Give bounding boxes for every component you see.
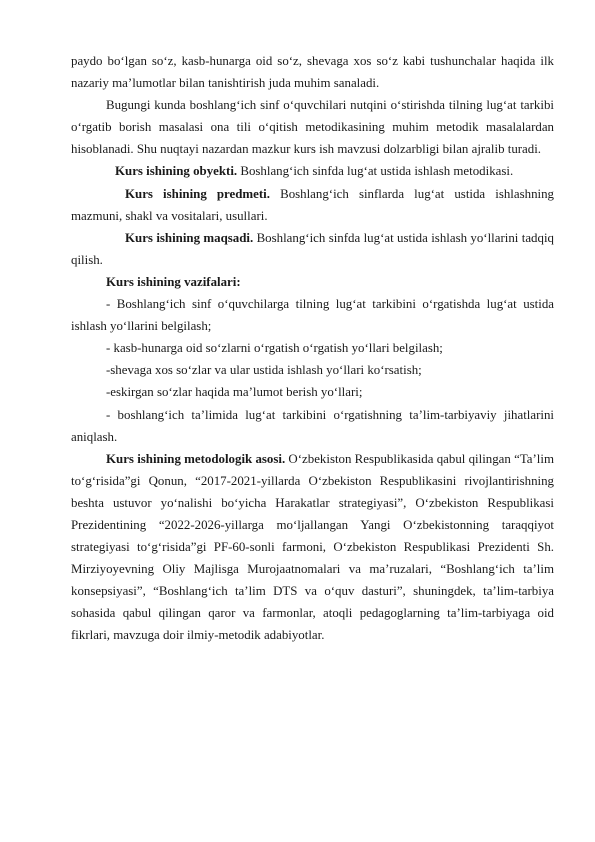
task-item-1: - Boshlang‘ich sinf o‘quvchilarga tilning lug‘at tarkibini o‘rgatishda lug‘at ustida ishlash yo‘llarini belgilash; <box>71 297 554 334</box>
task-item-4: -eskirgan so‘zlar haqida ma’lumot berish yo‘llari; <box>106 385 363 400</box>
intro-paragraph: paydo bo‘lgan so‘z, kasb-hunarga oid so‘z, shevaga xos so‘z kabi tushunchalar haqida ilk nazariy ma’lumotlar bilan tanishtirish juda muhim sanaladi. <box>71 54 554 91</box>
object-label: Kurs ishining obyekti. <box>115 164 238 179</box>
relevance-paragraph: Bugungi kunda boshlang‘ich sinf o‘quvchilari nutqini o‘stirishda tilning lug‘at tarkibi o‘rgatib borish masalasi ona tili o‘qitish metodikasining muhim metodik masalalardan hisoblanadi. Shu nuqtayi nazardan mazkur kurs ish mavzusi dolzarbligi bilan ajralib turadi. <box>71 98 554 157</box>
task-item-2: - kasb-hunarga oid so‘zlarni o‘rgatish o‘rgatish yo‘llari belgilash; <box>106 341 443 356</box>
task-item-5: - boshlang‘ich ta’limida lug‘at tarkibini o‘rgatishning ta’lim-tarbiyaviy jihatlarini aniqlash. <box>71 407 554 444</box>
document-page <box>71 50 554 647</box>
methodology-text: O‘zbekiston Respublikasida qabul qilingan “Ta’lim to‘g‘risida”gi Qonun, “2017-2021-yillarda O‘zbekiston Respublikasini rivojlantirishning beshta ustuvor yo‘nalishi bo‘yicha Harakatlar strategiyasi”, O‘zbekiston Respublikasi Prezidentining “2022-2026-yillarga mo‘ljallangan Yangi O‘zbekistonning taraqqiyot strategiyasi to‘g‘risida”gi PF-60-sonli farmoni, O‘zbekiston Respublikasi Prezidenti Sh. Mirziyoyevning Oliy Majlisga Murojaatnomalari va ma’ruzalari, “Boshlang‘ich ta’lim konsepsiyasi”, “Boshlang‘ich ta’lim DTS va o‘quv dasturi”, shuningdek, ta’lim-tarbiya sohasida qabul qilingan qaror va farmonlar, atoqli pedagoglarning ta’lim-tarbiyaga oid fikrlari, mavzuga doir ilmiy-metodik adabiyotlar. <box>71 451 554 643</box>
subject-paragraph <box>71 183 554 227</box>
task-item-3: -shevaga xos so‘zlar va ular ustida ishlash yo‘llari ko‘rsatish; <box>106 363 422 378</box>
tasks-heading: Kurs ishining vazifalari: <box>106 274 241 289</box>
object-text: Boshlang‘ich sinfda lug‘at ustida ishlash metodikasi. <box>237 164 514 179</box>
methodology-label: Kurs ishining metodologik asosi. <box>106 451 286 466</box>
goal-paragraph <box>71 227 554 271</box>
methodology-paragraph <box>71 448 554 647</box>
goal-text: Boshlang‘ich sinfda lug‘at ustida ishlash yo‘llarini tadqiq qilish. <box>71 230 554 267</box>
object-paragraph <box>71 160 554 182</box>
subject-text: Boshlang‘ich sinflarda lug‘at ustida ishlashning mazmuni, shakl va vositalari, usullari. <box>71 186 554 223</box>
subject-label: Kurs ishining predmeti. <box>125 186 270 201</box>
goal-label: Kurs ishining maqsadi. <box>125 230 254 245</box>
